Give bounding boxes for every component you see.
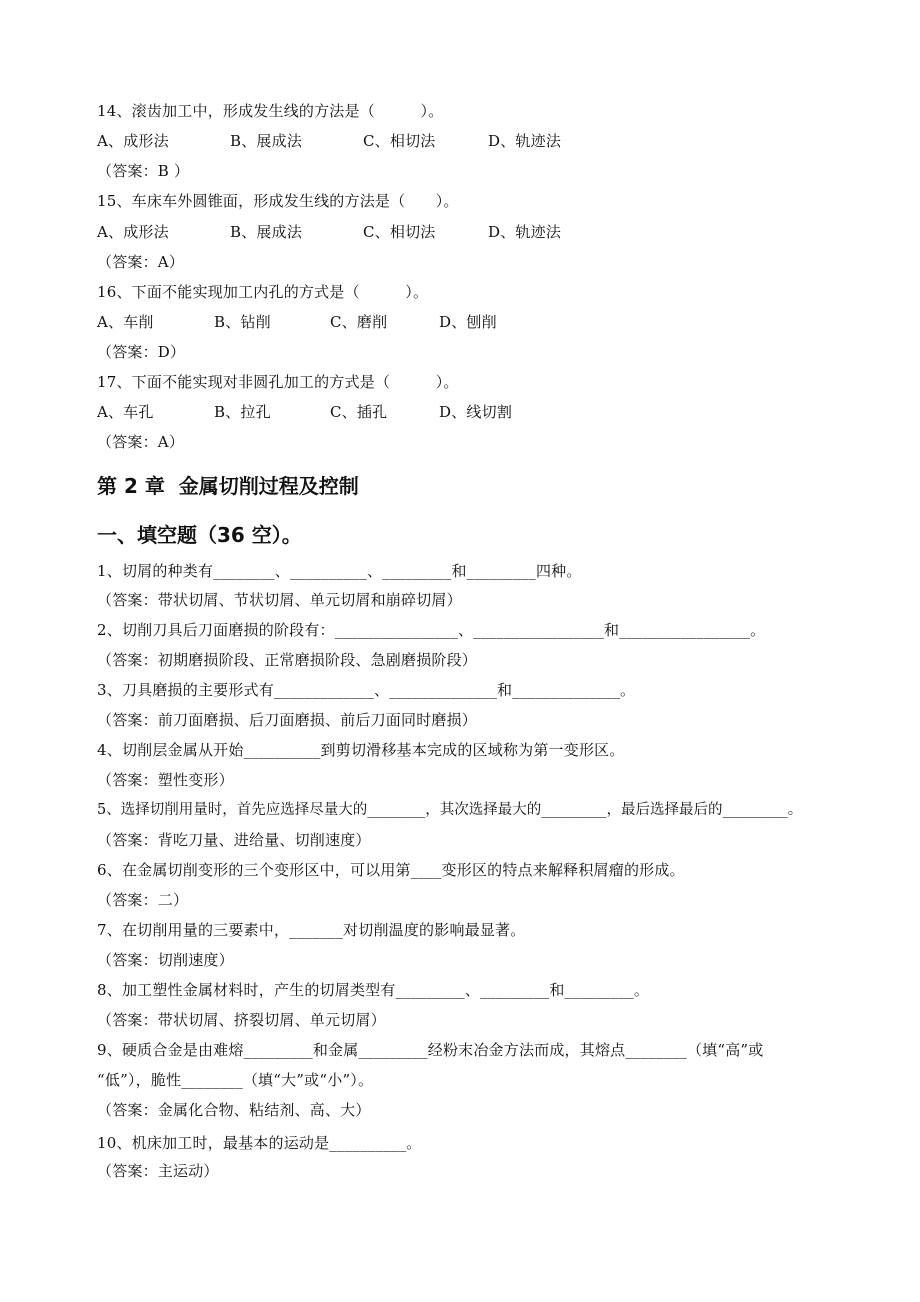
options-15	[97, 222, 561, 242]
fill-answer-4: （答案：塑性变形）	[97, 771, 234, 789]
fill-question-4: 4、切削层金属从开始__________到剪切滑移基本完成的区域称为第一变形区。	[97, 741, 625, 759]
question-16: 16、下面不能实现加工内孔的方式是（ ）。	[97, 283, 429, 301]
fill-question-8: 8、加工塑性金属材料时，产生的切屑类型有_________、_________和_________。	[97, 981, 650, 999]
option-c: C、相切法	[363, 132, 436, 150]
fill-question-5: 5、选择切削用量时，首先应选择尽量大的________，其次选择最大的_________，最后选择最后的_________。	[97, 802, 803, 818]
option-a: A、车孔	[97, 403, 154, 421]
options-17	[97, 402, 512, 422]
fill-answer-3: （答案：前刀面磨损、后刀面磨损、前后刀面同时磨损）	[97, 711, 478, 729]
option-d: D、刨削	[439, 313, 497, 331]
option-b: B、展成法	[230, 132, 303, 150]
option-c: C、相切法	[363, 223, 436, 241]
fill-question-2: 2、切削刀具后刀面磨损的阶段有：________________、_________________和_________________。	[97, 621, 766, 639]
question-15: 15、车床车外圆锥面，形成发生线的方法是（ ）。	[97, 192, 459, 210]
fill-answer-1: （答案：带状切屑、节状切屑、单元切屑和崩碎切屑）	[97, 591, 462, 609]
answer-15: （答案：A）	[97, 253, 185, 271]
option-a: A、成形法	[97, 223, 169, 241]
option-a: A、车削	[97, 313, 154, 331]
option-b: B、钻削	[214, 313, 271, 331]
fill-answer-6: （答案：二）	[97, 891, 189, 909]
option-b: B、展成法	[230, 223, 303, 241]
fill-question-3: 3、刀具磨损的主要形式有_____________、______________和______________。	[97, 681, 636, 699]
question-17: 17、下面不能实现对非圆孔加工的方式是（ ）。	[97, 373, 459, 391]
option-d: D、轨迹法	[488, 223, 562, 241]
answer-14: （答案：B ）	[97, 162, 190, 180]
fill-answer-10: （答案：主运动）	[97, 1162, 219, 1180]
option-d: D、线切割	[439, 403, 513, 421]
options-16	[97, 312, 497, 332]
fill-question-7: 7、在切削用量的三要素中，_______对切削温度的影响最显著。	[97, 921, 526, 939]
fill-answer-9: （答案：金属化合物、粘结剂、高、大）	[97, 1101, 371, 1119]
answer-16: （答案：D）	[97, 343, 186, 361]
option-c: C、磨削	[330, 313, 388, 331]
options-14	[97, 131, 561, 151]
fill-question-9-continued: “低”），脆性________（填“大”或“小”）。	[97, 1071, 374, 1089]
chapter-title: 第 2 章 金属切削过程及控制	[97, 474, 359, 498]
fill-question-1: 1、切屑的种类有________、__________、_________和_________四种。	[97, 562, 582, 580]
option-d: D、轨迹法	[488, 132, 562, 150]
fill-answer-5: （答案：背吃刀量、进给量、切削速度）	[97, 831, 371, 849]
section-title: 一、填空题（36 空）。	[97, 523, 302, 547]
fill-answer-8: （答案：带状切屑、挤裂切屑、单元切屑）	[97, 1011, 386, 1029]
fill-question-6: 6、在金属切削变形的三个变形区中，可以用第____变形区的特点来解释积屑瘤的形成。	[97, 861, 685, 879]
option-c: C、插孔	[330, 403, 388, 421]
option-b: B、拉孔	[214, 403, 271, 421]
fill-answer-7: （答案：切削速度）	[97, 951, 234, 969]
fill-question-10: 10、机床加工时，最基本的运动是__________。	[97, 1134, 422, 1152]
option-a: A、成形法	[97, 132, 169, 150]
fill-answer-2: （答案：初期磨损阶段、正常磨损阶段、急剧磨损阶段）	[97, 651, 478, 669]
answer-17: （答案：A）	[97, 433, 185, 451]
question-14: 14、滚齿加工中，形成发生线的方法是（ ）。	[97, 102, 444, 120]
fill-question-9: 9、硬质合金是由难熔_________和金属_________经粉末冶金方法而成，其熔点________（填“高”或	[97, 1041, 764, 1059]
